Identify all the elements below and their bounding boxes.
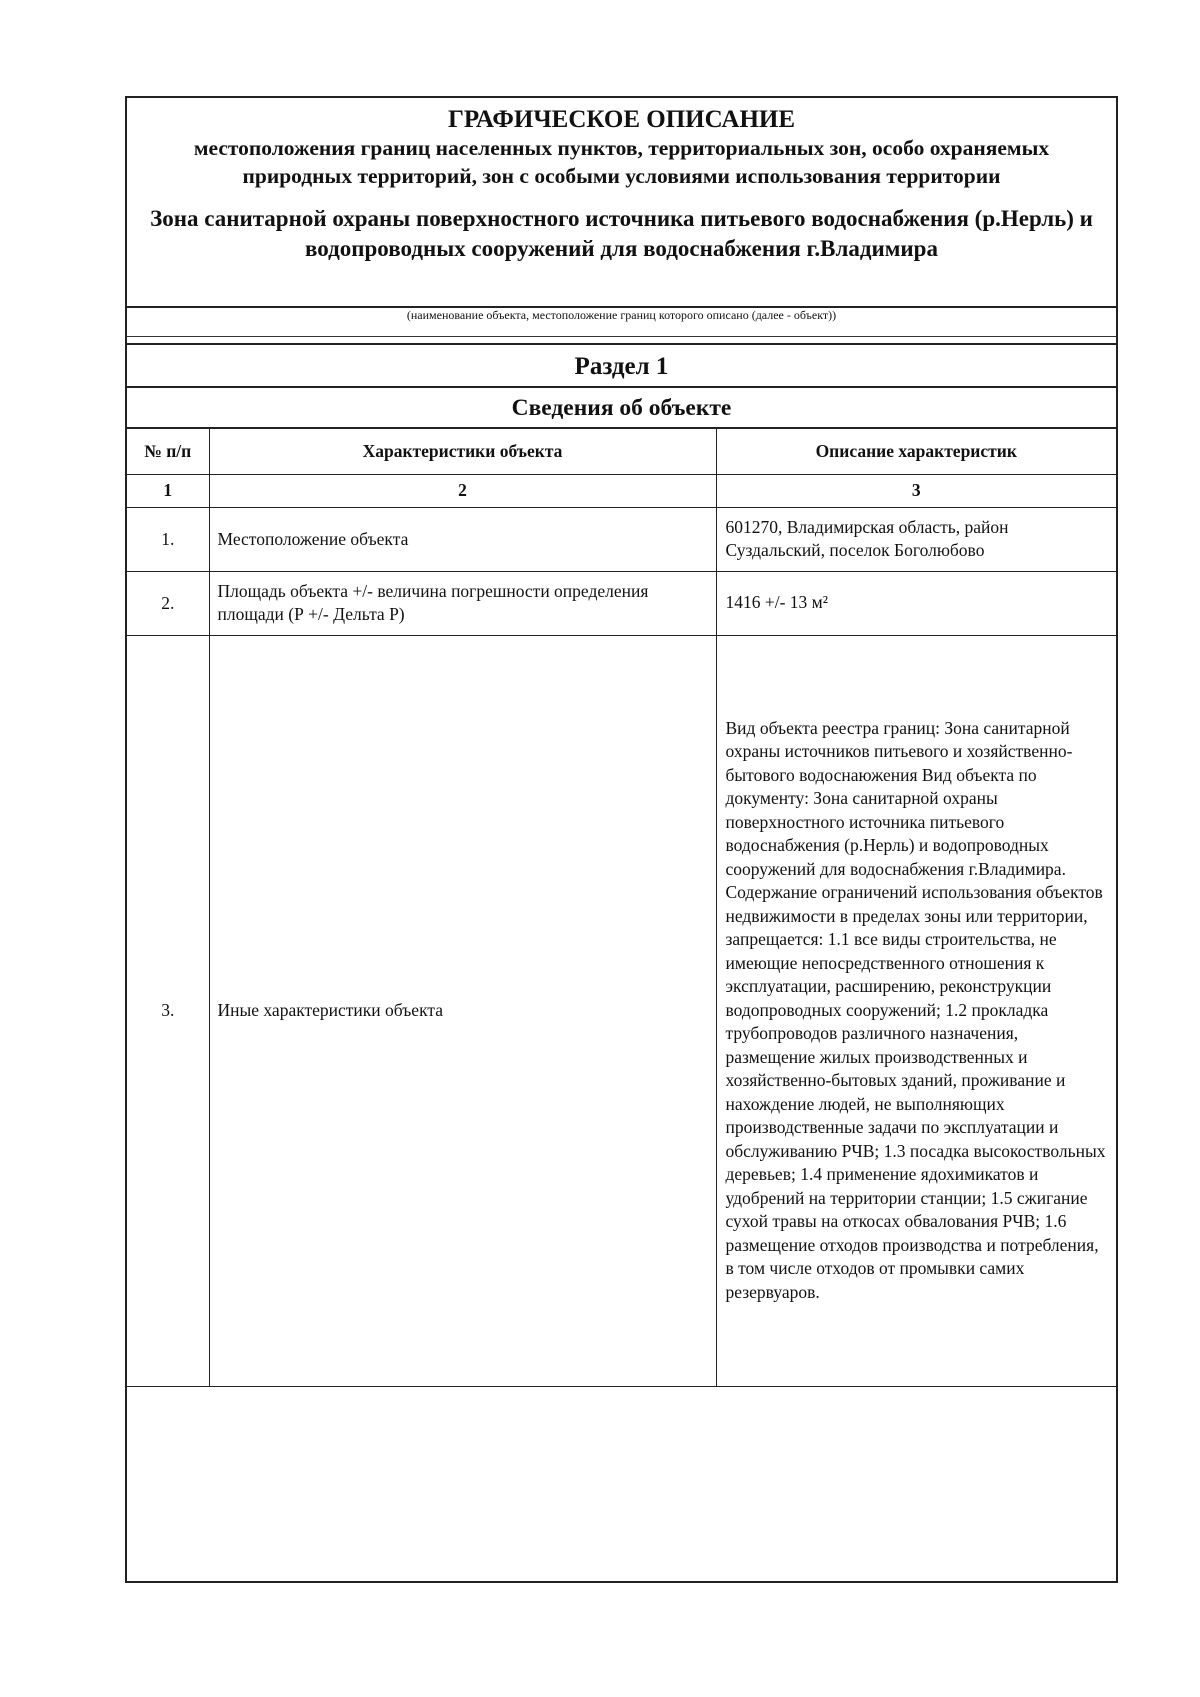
header-cell: Характеристики объекта xyxy=(209,429,716,474)
row-number: 1. xyxy=(127,507,209,571)
divider xyxy=(127,336,1116,337)
characteristic-cell: Местоположение объекта xyxy=(209,507,716,571)
object-caption: (наименование объекта, местоположение границ которого описано (далее - объект)) xyxy=(406,308,837,322)
row-number: 3. xyxy=(127,635,209,1386)
column-number-row xyxy=(127,474,1116,507)
table-header-row xyxy=(127,429,1116,474)
object-name: Зона санитарной охраны поверхностного источника питьевого водоснабжения (р.Нерль) и водопроводных сооружений для водоснабжения г.Владимира xyxy=(150,206,1093,261)
document-title: ГРАФИЧЕСКОЕ ОПИСАНИЕ xyxy=(447,106,796,133)
divider xyxy=(127,343,1116,345)
characteristic-cell: Иные характеристики объекта xyxy=(209,635,716,1386)
title-block xyxy=(127,98,1116,306)
description-cell: 601270, Владимирская область, район Суздальский, поселок Боголюбово xyxy=(716,507,1116,571)
section-subtitle: Сведения об объекте xyxy=(511,395,732,421)
description-cell: Вид объекта реестра границ: Зона санитарной охраны источников питьевого и хозяйственно-бытового водоснаюжения Вид объекта по документу: Зона санитарной охраны поверхностного источника питьевого водоснабжения (р.Нерль) и водопроводных сооружений для водоснабжения г.Владимира. Содержание ограничений использования объектов недвижимости в пределах зоны или территории, запрещается: 1.1 все виды строительства, не имеющие непосредственного отношения к эксплуатации, расширению, реконструкции водопроводных сооружений; 1.2 прокладка трубопроводов различного назначения, размещение жилых производственных и хозяйственно-бытовых зданий, проживание и нахождение людей, не выполняющих производственные задачи по эксплуатации и обслуживанию РЧВ; 1.3 посадка высокоствольных деревьев; 1.4 применение ядохимикатов и удобрений на территории станции; 1.5 сжигание сухой травы на откосах обвалования РЧВ; 1.6 размещение отходов производства и потребления, в том числе отходов от промывки самих резервуаров. xyxy=(716,635,1116,1386)
header-cell: Описание характеристик xyxy=(716,429,1116,474)
table-row xyxy=(127,571,1116,635)
characteristic-cell: Площадь объекта +/- величина погрешности определения площади (Р +/- Дельта Р) xyxy=(209,571,716,635)
row-number: 2. xyxy=(127,571,209,635)
document-frame xyxy=(125,96,1118,1583)
section-title: Раздел 1 xyxy=(574,353,669,380)
column-number: 2 xyxy=(209,474,716,507)
column-number: 1 xyxy=(127,474,209,507)
header-cell: № п/п xyxy=(127,429,209,474)
table-row xyxy=(127,507,1116,571)
document-subtitle: местоположения границ населенных пунктов, территориальных зон, особо охраняемых природных территорий, зон с особыми условиями использования территории xyxy=(193,136,1050,188)
column-number: 3 xyxy=(716,474,1116,507)
table-row xyxy=(127,635,1116,1386)
description-cell: 1416 +/- 13 м² xyxy=(716,571,1116,635)
characteristics-table xyxy=(127,429,1116,1387)
